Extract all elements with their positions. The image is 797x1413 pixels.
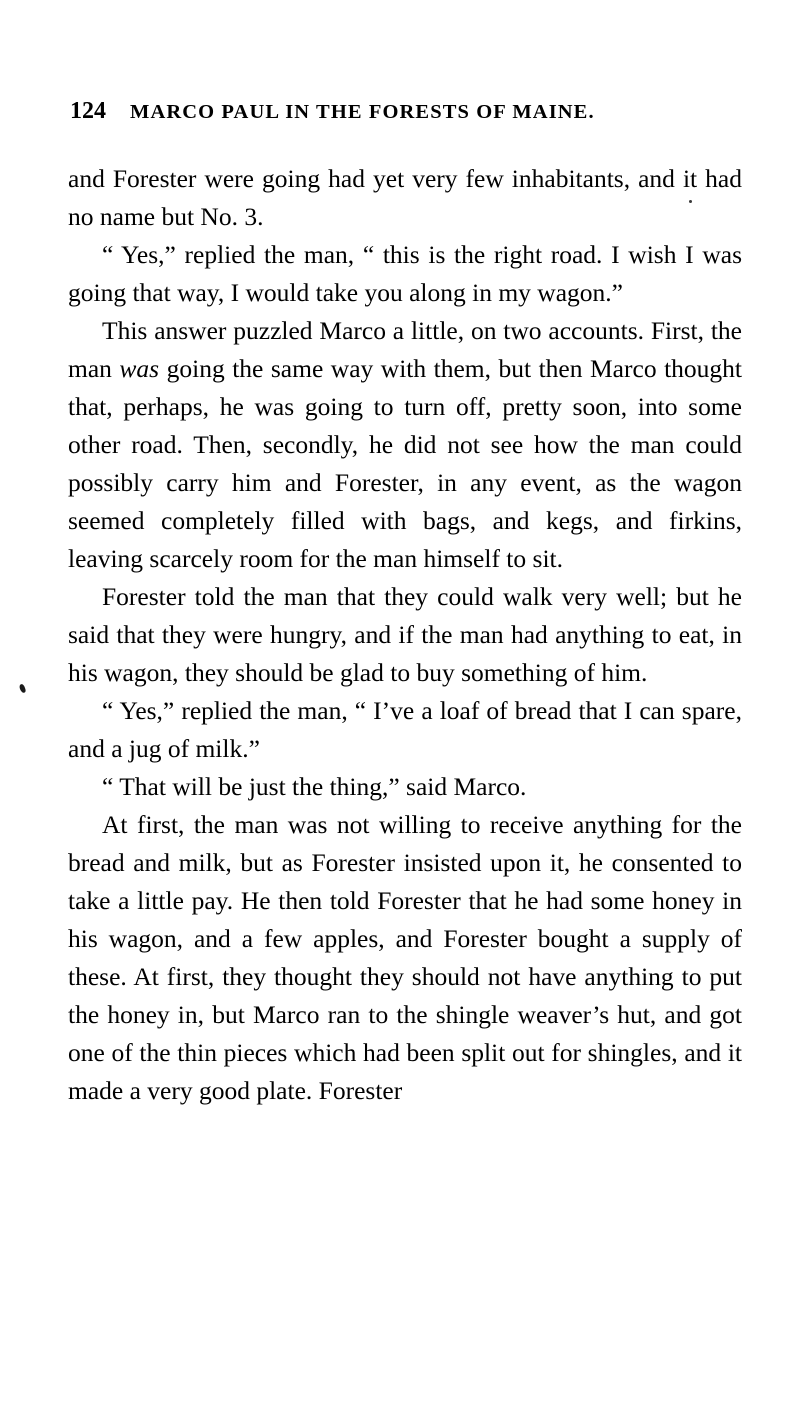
paragraph-text-after-italic: going the same way with them, but then Marco thought that, perhaps, he was going to turn off, pretty soon, into some other road. Then, secondly, he did not see how the man could possibly carry him and Forester, in any event, as the wagon seemed completely filled with bags, and kegs, and firkins, leaving scarcely room for the man himself to sit.: [68, 354, 742, 573]
italic-word: was: [119, 354, 160, 383]
paragraph: “ Yes,” replied the man, “ I’ve a loaf of bread that I can spare, and a jug of milk.”: [68, 696, 742, 763]
paragraph: At first, the man was not willing to receive anything for the bread and milk, but as Forester insisted upon it, he consented to take a little pay. He then told Forester that he had some honey in his wagon, and a few apples, and Forester bought a supply of these. At first, they thought they should not have anything to put the honey in, but Marco ran to the shingle weaver’s hut, and got one of the thin pieces which had been split out for shingles, and it made a very good plate. Forester: [68, 810, 742, 1105]
page-header: [70, 98, 742, 125]
paragraph: “ That will be just the thing,” said Marco.: [102, 772, 527, 801]
page-body: [68, 160, 742, 1110]
ink-speck: [19, 683, 27, 693]
ink-speck: [689, 200, 692, 203]
paragraph-text-before-italic: This answer puzzled Marco a little, on two accounts. First, the man: [68, 316, 742, 383]
page-number: 124: [70, 98, 106, 124]
paragraph: Forester told the man that they could walk very well; but he said that they were hungry, and if the man had anything to eat, in his wagon, they should be glad to buy something of him.: [68, 582, 742, 687]
running-head: MARCO PAUL IN THE FORESTS OF MAINE.: [130, 101, 595, 123]
paragraph: “ Yes,” replied the man, “ this is the right road. I wish I was going that way, I would take you along in my wagon.”: [68, 240, 742, 307]
paragraph: and Forester were going had yet very few inhabitants, and it had no name but No. 3.: [68, 164, 742, 231]
paragraph: [68, 312, 742, 578]
